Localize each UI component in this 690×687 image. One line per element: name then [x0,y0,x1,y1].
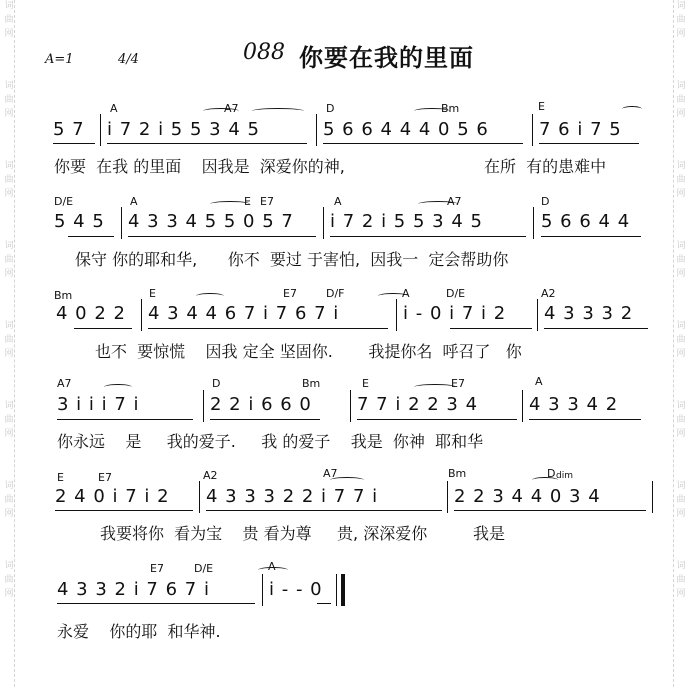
watermark-glyph: 词 [4,81,14,91]
bar-line [121,207,122,239]
watermark-glyph: 网 [4,109,14,119]
bar-line [141,299,142,331]
watermark-glyph: 曲 [4,95,14,105]
chord: E [538,100,545,113]
bar-line [316,114,317,146]
slur [203,108,239,114]
beam [357,419,517,420]
notes-measure: 4 3 3 4 5 5 0 5 7 [128,211,294,232]
bar-line [537,299,538,331]
watermark-glyph: 网 [676,349,686,359]
chord: A7 [447,195,462,208]
chord: A2 [541,287,556,300]
notes-measure: i 7 2 i 5 5 3 4 5 [107,119,260,140]
watermark-glyph: 网 [4,589,14,599]
watermark-glyph: 网 [4,349,14,359]
bar-line [350,390,351,422]
chord: D/E [446,287,466,300]
notes-measure: 5 6 6 4 4 4 0 5 6 [323,119,489,140]
watermark-glyph: 词 [4,1,14,11]
bar-line [262,574,263,606]
watermark-glyph: 曲 [4,175,14,185]
chord: D [326,102,335,115]
slur [418,201,458,207]
chord: E [57,471,64,484]
slur [196,293,224,299]
watermark-glyph: 词 [676,161,686,171]
chord: D [541,195,550,208]
final-bar-thick [341,574,345,606]
watermark-glyph: 网 [676,509,686,519]
beam [529,419,641,420]
notes-measure: 5 7 [53,119,85,140]
beam [107,143,307,144]
slur [414,384,456,390]
bar-line [532,114,533,146]
chord: E7 [451,377,465,390]
notes-measure: i - - 0 [269,579,323,600]
watermark-glyph: 曲 [676,95,686,105]
watermark-glyph: 曲 [676,175,686,185]
beam [317,603,331,604]
chord-suffix: dim [556,471,573,481]
watermark-right [675,0,687,687]
chord: A [110,102,118,115]
watermark-glyph: 网 [4,429,14,439]
watermark-glyph: 词 [4,401,14,411]
chord: E7 [283,287,297,300]
watermark-glyph: 网 [676,269,686,279]
notes-measure: 7 6 i 7 5 [539,119,622,140]
watermark-glyph: 网 [676,189,686,199]
watermark-glyph: 曲 [4,255,14,265]
chord: D [547,467,556,480]
slur [104,384,132,390]
chord: E7 [260,195,274,208]
chord: D/E [54,195,74,208]
notes-measure: 4 0 2 2 [56,303,126,324]
watermark-glyph: 曲 [676,575,686,585]
notes-measure: i 7 2 i 5 5 3 4 5 [330,211,483,232]
lyric-line: 也不 要惊慌 因我 定全 坚固你. 我提你名 呼召了 你 [95,342,522,361]
beam [539,143,639,144]
slur [210,201,250,207]
chord: A2 [203,469,218,482]
chord: D/F [326,287,345,300]
notes-measure: 5 6 6 4 4 [541,211,631,232]
chord: A7 [57,377,72,390]
song-number: 088 [243,40,285,65]
bar-line [522,390,523,422]
page-border-right [673,0,674,687]
watermark-glyph: 网 [4,509,14,519]
watermark-glyph: 词 [676,561,686,571]
watermark-glyph: 曲 [4,415,14,425]
watermark-glyph: 网 [676,589,686,599]
chord: A [535,375,543,388]
watermark-glyph: 曲 [4,15,14,25]
lyric-line: 永爱 你的耶 和华神. [57,622,221,641]
watermark-glyph: 词 [4,321,14,331]
song-title: 你要在我的里面 [299,44,474,72]
chord: A7 [323,467,338,480]
watermark-glyph: 网 [676,109,686,119]
watermark-left [3,0,15,687]
watermark-glyph: 曲 [676,255,686,265]
watermark-glyph: 曲 [676,335,686,345]
watermark-glyph: 网 [4,269,14,279]
chord: A [402,287,410,300]
lyric-line: 保守 你的耶和华, 你不 要过 于害怕, 因我一 定会帮助你 [75,250,509,269]
beam [57,603,255,604]
watermark-glyph: 曲 [4,495,14,505]
chord: E7 [98,471,112,484]
watermark-glyph: 网 [4,189,14,199]
watermark-glyph: 词 [676,1,686,11]
key-signature: A=1 [45,52,74,67]
lyric-line: 我要将你 看为宝 贵 看为尊 贵, 深深爱你 我是 [100,524,505,543]
lyric-line: 你永远 是 我的爱子. 我 的爱子 我是 你神 耶和华 [57,432,484,451]
chord: A [130,195,138,208]
notes-measure: 4 3 3 3 2 [544,303,634,324]
watermark-glyph: 词 [4,561,14,571]
beam [544,328,648,329]
chord: A7 [224,102,239,115]
slur [252,108,304,114]
lyric-line: 在所 有的患难中 [484,157,607,176]
notes-measure: 5 4 5 [54,211,105,232]
beam [68,236,114,237]
bar-line [100,114,101,146]
beam [330,236,526,237]
watermark-glyph: 词 [4,481,14,491]
notes-measure: 2 4 0 i 7 i 2 [55,486,170,507]
watermark-glyph: 网 [676,29,686,39]
beam [53,143,95,144]
watermark-glyph: 词 [676,481,686,491]
slur [330,477,364,483]
notes-measure: 7 7 i 2 2 3 4 [357,394,479,415]
notes-measure: 2 2 3 4 4 0 3 4 [454,486,601,507]
slur [414,108,450,114]
watermark-glyph: 词 [676,401,686,411]
bar-line [199,481,200,513]
bar-line [323,207,324,239]
time-signature: 4/4 [118,52,139,67]
lyric-line: 你要 在我 的里面 因我是 深爱你的神, [54,157,345,176]
final-bar-thin [336,574,337,606]
watermark-glyph: 词 [676,241,686,251]
beam [541,236,641,237]
chord: E [149,287,156,300]
beam [210,419,320,420]
notes-measure: 4 3 4 4 6 7 i 7 6 7 i [148,303,340,324]
chord: D/E [194,562,214,575]
watermark-glyph: 曲 [676,495,686,505]
slur [622,106,642,112]
beam [454,510,646,511]
beam [206,510,442,511]
beam [57,419,193,420]
notes-measure: 4 3 3 3 2 2 i 7 7 i [206,486,379,507]
bar-line [203,390,204,422]
chord: E [244,195,251,208]
watermark-glyph: 词 [676,321,686,331]
watermark-glyph: 曲 [676,15,686,25]
bar-line [396,299,397,331]
beam [74,328,132,329]
watermark-glyph: 曲 [4,575,14,585]
watermark-glyph: 曲 [4,335,14,345]
watermark-glyph: 词 [676,81,686,91]
chord: Bm [302,377,321,390]
beam [55,510,193,511]
watermark-glyph: 词 [4,241,14,251]
chord: Bm [54,289,73,302]
notes-measure: i - 0 i 7 i 2 [403,303,507,324]
watermark-glyph: 网 [676,429,686,439]
slur [378,293,408,299]
notes-measure: 2 2 i 6 6 0 [210,394,312,415]
bar-line [533,207,534,239]
chord: E [362,377,369,390]
slur [532,477,558,483]
beam [450,328,532,329]
notes-measure: 4 3 3 4 2 [529,394,619,415]
bar-line [652,481,653,513]
beam [128,236,316,237]
watermark-glyph: 曲 [676,415,686,425]
notes-measure: 3 i i i 7 i [57,394,140,415]
chord: A [268,560,276,573]
bar-line [447,481,448,513]
chord: E7 [150,562,164,575]
chord: A [334,195,342,208]
chord: Bm [441,102,460,115]
notes-measure: 4 3 3 2 i 7 6 7 i [57,579,210,600]
watermark-glyph: 词 [4,161,14,171]
watermark-glyph: 网 [4,29,14,39]
chord: Bm [448,467,467,480]
beam [148,328,388,329]
chord: D [212,377,221,390]
slur [258,567,288,573]
beam [323,143,523,144]
